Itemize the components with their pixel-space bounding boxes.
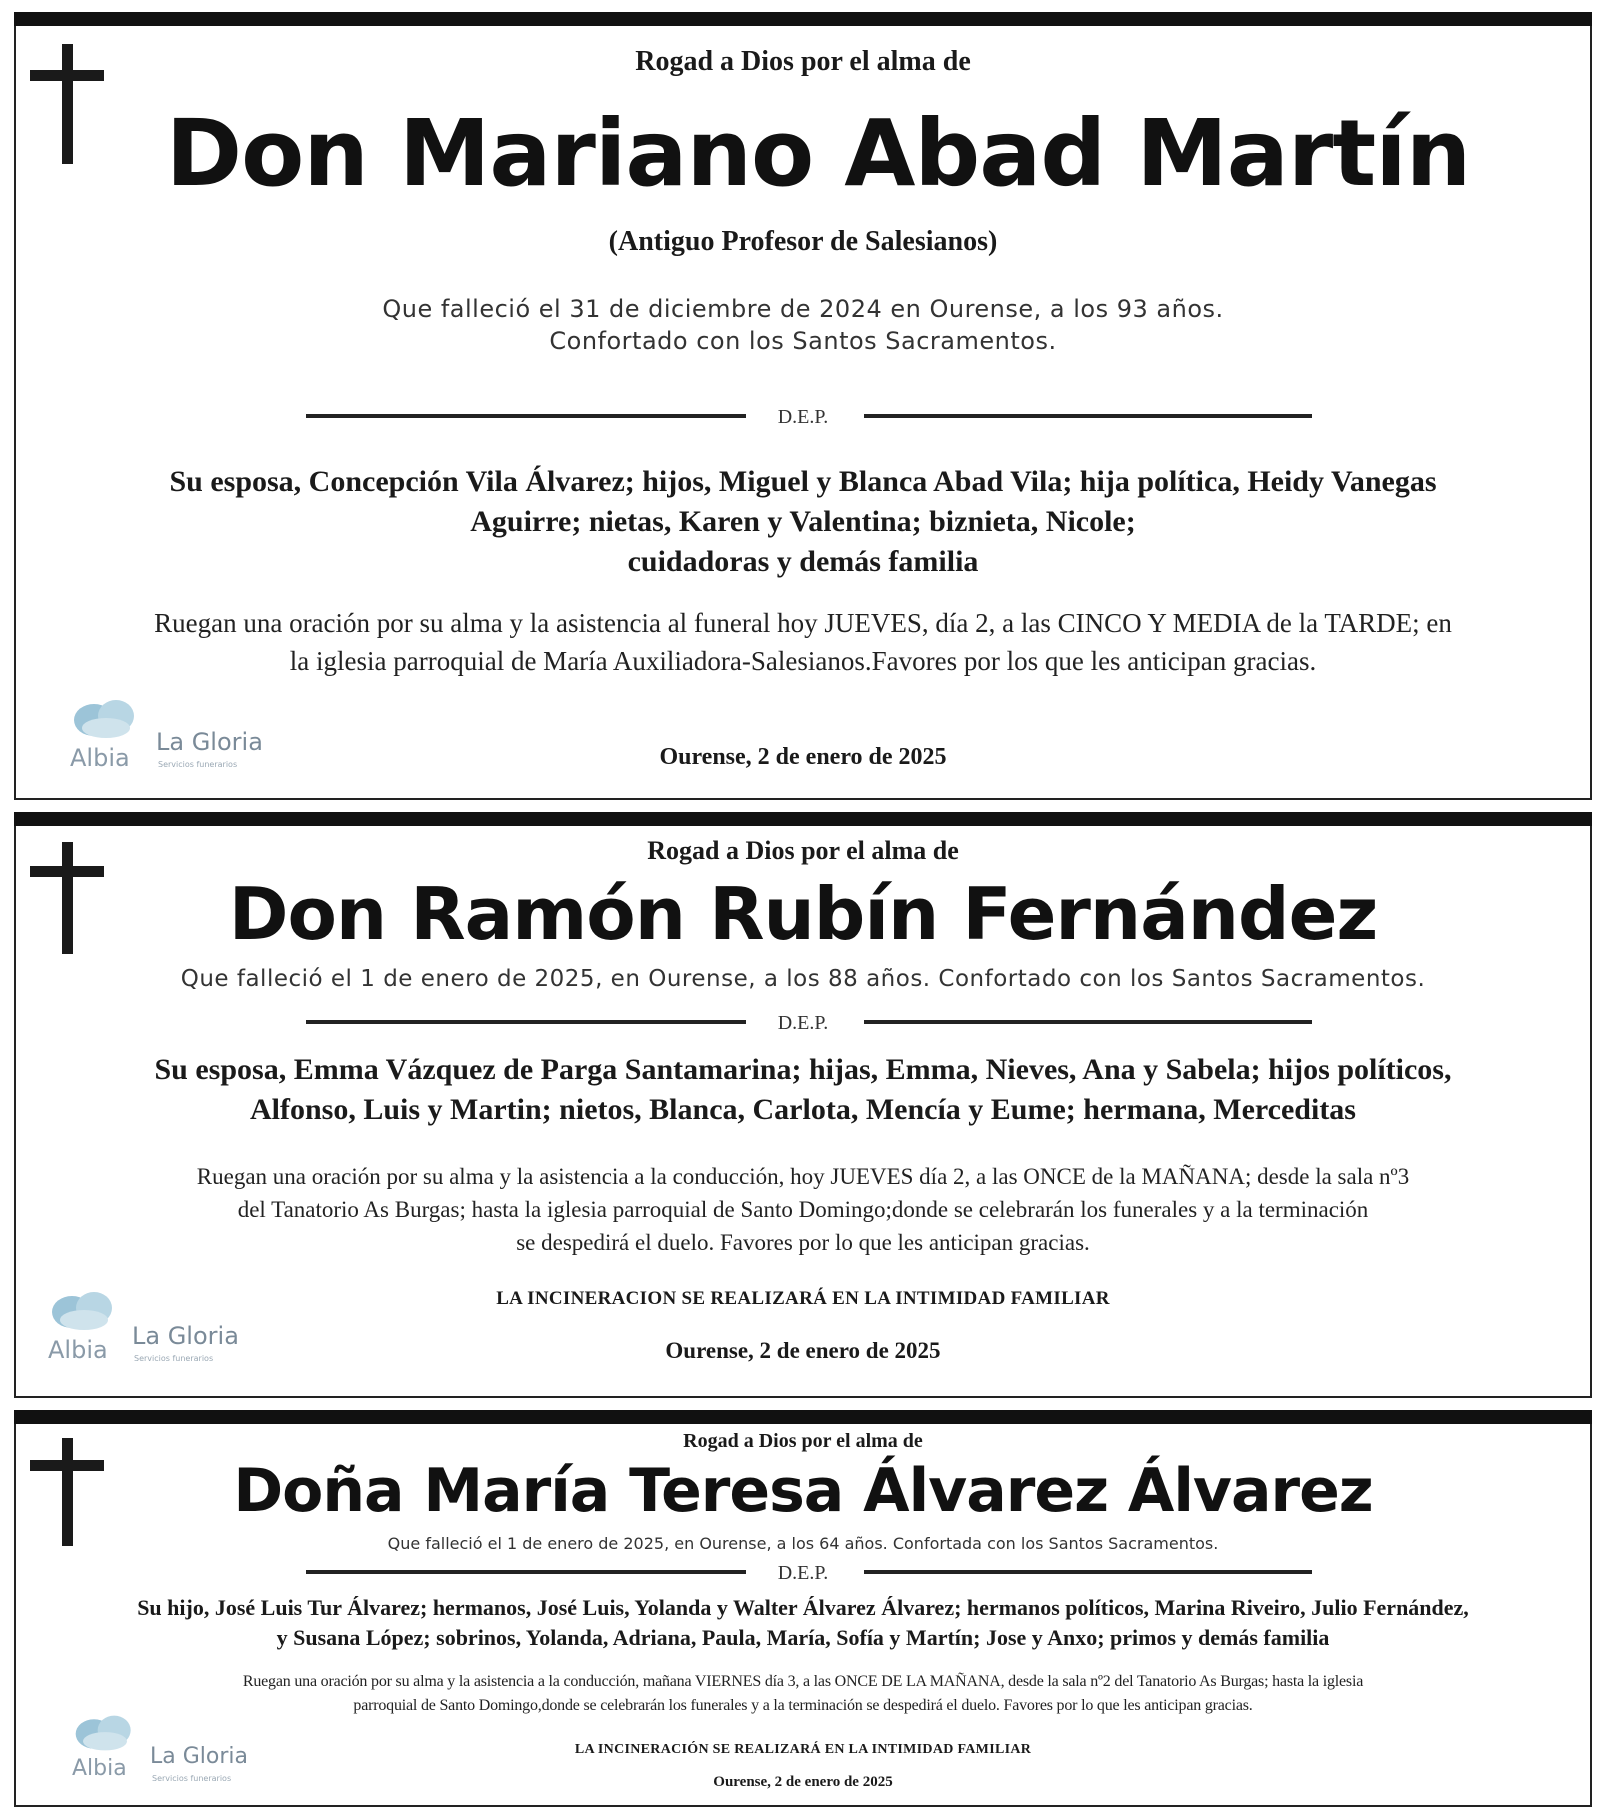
logo-brand: Albia: [72, 1756, 127, 1781]
prayer-line: Rogad a Dios por el alma de: [683, 1430, 923, 1452]
deceased-name: Don Mariano Abad Martín: [165, 100, 1471, 207]
albia-logo-icon: [70, 694, 142, 744]
albia-logo-icon: [48, 1286, 120, 1336]
death-details: Que falleció el 1 de enero de 2025, en Ourense, a los 64 años. Confortada con los Santos Sacramentos.: [387, 1534, 1219, 1553]
family-line: Alfonso, Luis y Martin; nietos, Blanca, Carlota, Mencía y Eume; hermana, Merceditas: [249, 1093, 1356, 1126]
logo-tagline: Servicios funerarios: [152, 1774, 232, 1783]
logo-name: La Gloria: [156, 728, 263, 756]
funeral-details: Ruegan una oración por su alma y la asistencia a la conducción, mañana VIERNES día 3, a las ONCE DE LA MAÑANA, desde la sala nº2 del Tanatorio As Burgas; hasta la iglesia: [242, 1673, 1364, 1690]
prayer-line: Rogad a Dios por el alma de: [647, 836, 959, 865]
family-line: Su hijo, José Luis Tur Álvarez; hermanos, José Luis, Yolanda y Walter Álvarez Álvarez; hermanos políticos, Marina Riveiro, Julio Fernández,: [137, 1595, 1469, 1620]
funeral-details: la iglesia parroquial de María Auxiliadora-Salesianos.Favores por los que les anticipan gracias.: [289, 646, 1317, 676]
dep-divider: [16, 1012, 1590, 1032]
obituary-notice: [14, 812, 1592, 1398]
cremation-notice: LA INCINERACION SE REALIZARÁ EN LA INTIMIDAD FAMILIAR: [496, 1288, 1110, 1309]
logo-tagline: Servicios funerarios: [158, 760, 238, 769]
funeral-details: parroquial de Santo Domingo,donde se celebrarán los funerales y a la terminación se despedirá el duelo. Favores por lo que les anticipan gracias.: [353, 1697, 1253, 1714]
dep-label: D.E.P.: [777, 1012, 829, 1034]
funeral-details: del Tanatorio As Burgas; hasta la iglesia parroquial de Santo Domingo;donde se celebrarán los funerales y a la terminación: [237, 1197, 1369, 1222]
funeral-details: se despedirá el duelo. Favores por lo que les anticipan gracias.: [516, 1230, 1090, 1255]
death-details: Que falleció el 1 de enero de 2025, en Ourense, a los 88 años. Confortado con los Santos Sacramentos.: [180, 966, 1426, 992]
funeral-details: Ruegan una oración por su alma y la asistencia al funeral hoy JUEVES, día 2, a las CINCO Y MEDIA de la TARDE; en: [154, 608, 1452, 638]
logo-tagline: Servicios funerarios: [134, 1354, 214, 1363]
dep-label: D.E.P.: [777, 406, 829, 428]
deceased-name: Doña María Teresa Álvarez Álvarez: [233, 1456, 1373, 1526]
albia-logo-icon: [72, 1710, 138, 1756]
dep-divider: [16, 406, 1590, 426]
family-line: Su esposa, Concepción Vila Álvarez; hijos, Miguel y Blanca Abad Vila; hija política, Heidy Vanegas: [169, 465, 1437, 498]
prayer-line: Rogad a Dios por el alma de: [635, 46, 971, 77]
family-line: Aguirre; nietas, Karen y Valentina; biznieta, Nicole;: [470, 505, 1136, 538]
dep-divider: [16, 1562, 1590, 1582]
death-details-2: Confortado con los Santos Sacramentos.: [549, 327, 1057, 355]
cremation-notice: LA INCINERACIÓN SE REALIZARÁ EN LA INTIMIDAD FAMILIAR: [574, 1742, 1032, 1757]
logo-brand: Albia: [48, 1336, 108, 1364]
obituary-notice: [14, 1410, 1592, 1807]
obituary-notice: [14, 12, 1592, 800]
family-line: cuidadoras y demás familia: [627, 545, 979, 578]
notice-date: Ourense, 2 de enero de 2025: [665, 1338, 941, 1363]
notice-top-bar: [14, 12, 1592, 26]
logo-name: La Gloria: [150, 1744, 248, 1769]
notice-date: Ourense, 2 de enero de 2025: [659, 744, 947, 770]
funeral-details: Ruegan una oración por su alma y la asistencia a la conducción, hoy JUEVES día 2, a las ONCE de la MAÑANA; desde la sala nº3: [196, 1164, 1410, 1189]
deceased-subtitle: (Antiguo Profesor de Salesianos): [608, 226, 998, 257]
notice-top-bar: [14, 812, 1592, 826]
logo-brand: Albia: [70, 744, 130, 772]
death-details: Que falleció el 31 de diciembre de 2024 en Ourense, a los 93 años.: [382, 295, 1224, 323]
notice-top-bar: [14, 1410, 1592, 1424]
dep-label: D.E.P.: [777, 1562, 829, 1584]
family-line: Su esposa, Emma Vázquez de Parga Santamarina; hijas, Emma, Nieves, Ana y Sabela; hijos políticos,: [154, 1053, 1452, 1086]
family-line: y Susana López; sobrinos, Yolanda, Adriana, Paula, María, Sofía y Martín; Jose y Anxo; primos y demás familia: [276, 1625, 1330, 1650]
notice-date: Ourense, 2 de enero de 2025: [713, 1774, 893, 1790]
deceased-name: Don Ramón Rubín Fernández: [228, 872, 1378, 956]
logo-name: La Gloria: [132, 1322, 239, 1350]
